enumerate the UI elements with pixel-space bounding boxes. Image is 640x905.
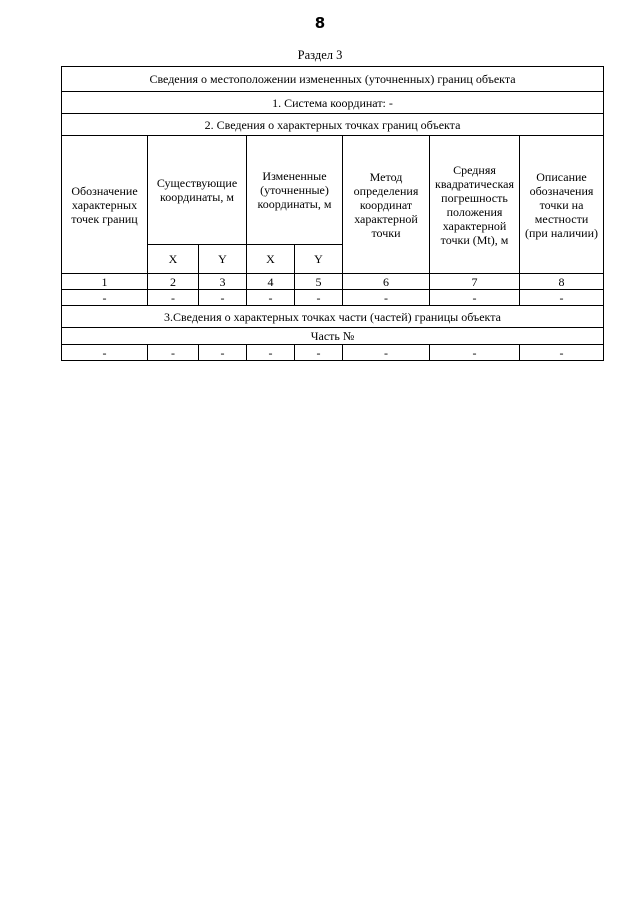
column-number-row bbox=[62, 274, 604, 290]
page-number: 8 bbox=[314, 14, 326, 32]
column-number: 8 bbox=[520, 274, 604, 290]
column-number: 5 bbox=[295, 274, 343, 290]
subheader-existing-y: Y bbox=[199, 245, 247, 274]
table-cell: - bbox=[343, 290, 430, 306]
table-cell: - bbox=[247, 345, 295, 361]
parts-heading-row: 3.Сведения о характерных точках части (частей) границы объекта bbox=[62, 306, 604, 328]
table-cell: - bbox=[199, 290, 247, 306]
column-number: 4 bbox=[247, 274, 295, 290]
header-changed-coords: Измененные (уточненные) координаты, м bbox=[247, 136, 343, 245]
column-number: 3 bbox=[199, 274, 247, 290]
table-cell: - bbox=[343, 345, 430, 361]
points-heading-row: 2. Сведения о характерных точках границ объекта bbox=[62, 114, 604, 136]
table-row bbox=[62, 345, 604, 361]
table-cell: - bbox=[148, 290, 199, 306]
header-designation: Обозначение характерных точек границ bbox=[62, 136, 148, 274]
table-cell: - bbox=[430, 345, 520, 361]
subheader-existing-x: X bbox=[148, 245, 199, 274]
header-method: Метод определения координат характерной точки bbox=[343, 136, 430, 274]
table-cell: - bbox=[295, 290, 343, 306]
table-cell: - bbox=[148, 345, 199, 361]
header-error: Средняя квадратическая погрешность положения характерной точки (Mt), м bbox=[430, 136, 520, 274]
table-cell: - bbox=[199, 345, 247, 361]
table-cell: - bbox=[430, 290, 520, 306]
subheader-changed-x: X bbox=[247, 245, 295, 274]
table-cell: - bbox=[62, 290, 148, 306]
boundary-table bbox=[61, 66, 604, 361]
column-number: 2 bbox=[148, 274, 199, 290]
table-cell: - bbox=[520, 290, 604, 306]
column-number: 1 bbox=[62, 274, 148, 290]
table-cell: - bbox=[62, 345, 148, 361]
section-label: Раздел 3 bbox=[297, 48, 343, 62]
part-number-row: Часть № bbox=[62, 328, 604, 345]
header-existing-coords: Существующие координаты, м bbox=[148, 136, 247, 245]
table-title: Сведения о местоположении измененных (уточненных) границ объекта bbox=[62, 67, 604, 92]
coord-system-row: 1. Система координат: - bbox=[62, 92, 604, 114]
column-number: 6 bbox=[343, 274, 430, 290]
table-row bbox=[62, 290, 604, 306]
subheader-changed-y: Y bbox=[295, 245, 343, 274]
table-cell: - bbox=[520, 345, 604, 361]
table-cell: - bbox=[247, 290, 295, 306]
header-description: Описание обозначения точки на местности (при наличии) bbox=[520, 136, 604, 274]
table-cell: - bbox=[295, 345, 343, 361]
column-number: 7 bbox=[430, 274, 520, 290]
